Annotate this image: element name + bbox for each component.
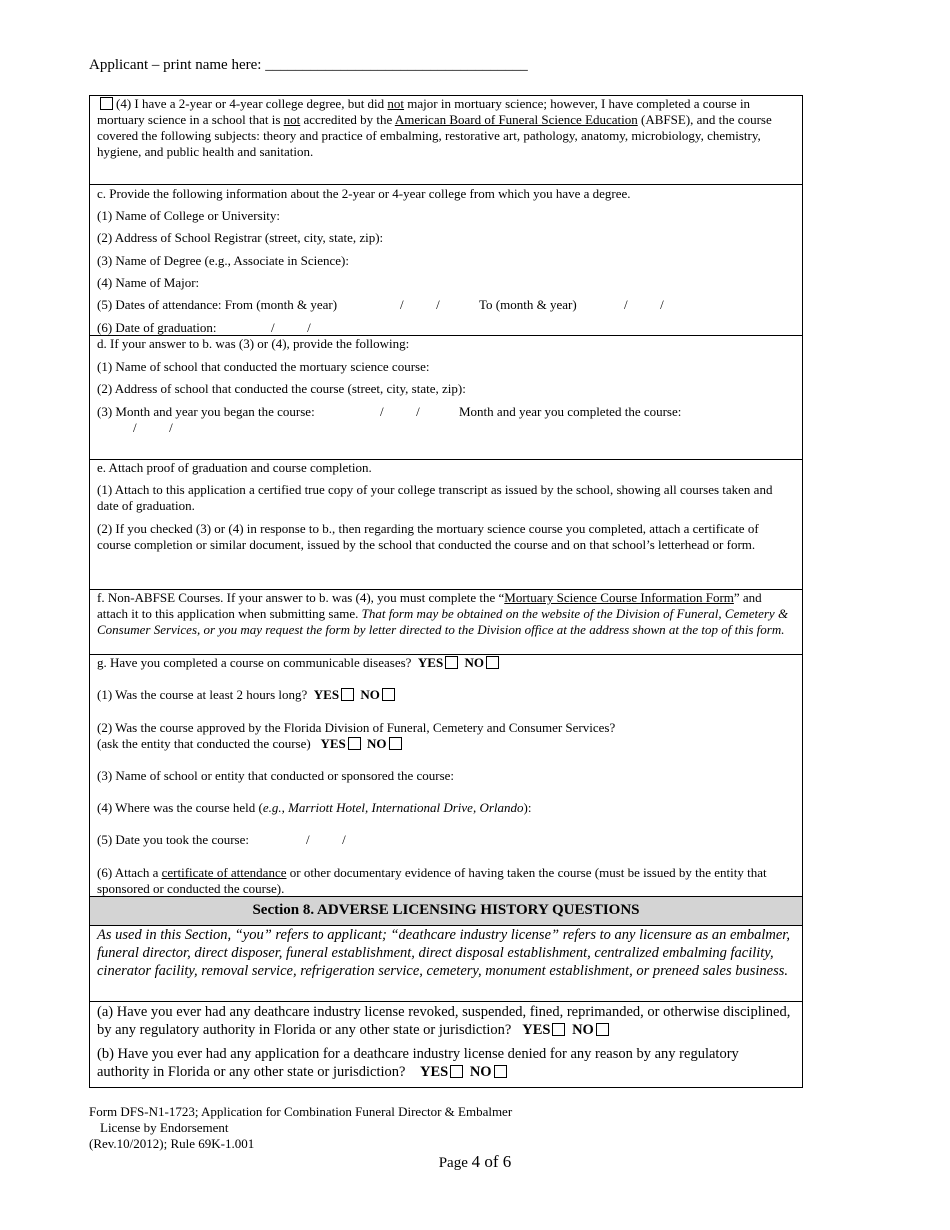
course-sponsor-label: (3) Name of school or entity that conducted or sponsored the course: xyxy=(97,768,455,783)
divider xyxy=(89,184,802,185)
mortuary-school-address-label: (2) Address of school that conducted the course (street, city, state, zip): xyxy=(97,381,466,396)
degree-name-label: (3) Name of Degree (e.g., Associate in Science): xyxy=(97,253,349,268)
page-number: Page 4 of 6 xyxy=(438,1152,512,1171)
mortuary-school-name-label: (1) Name of school that conducted the mortuary science course: xyxy=(97,359,430,374)
course-approved-question-line2: (ask the entity that conducted the course) YES NO xyxy=(97,736,405,752)
college-name-label: (1) Name of College or University: xyxy=(97,208,281,223)
attendance-to-label: To (month & year) xyxy=(479,297,577,312)
major-name-label: (4) Name of Major: xyxy=(97,275,200,290)
registrar-address-label: (2) Address of School Registrar (street, city, state, zip): xyxy=(97,230,384,245)
b-yes-checkbox[interactable] xyxy=(450,1065,463,1078)
a-yes-checkbox[interactable] xyxy=(552,1023,565,1036)
g1-yes-checkbox[interactable] xyxy=(341,688,354,701)
course-completed-slashes: / / xyxy=(133,420,173,435)
graduation-date-label: (6) Date of graduation: xyxy=(97,320,217,335)
course-began-label: (3) Month and year you began the course: xyxy=(97,404,315,419)
item4-checkbox[interactable] xyxy=(100,97,113,110)
course-location-label: (4) Where was the course held (e.g., Marriott Hotel, International Drive, Orlando): xyxy=(97,800,532,815)
course-began-slashes: / / xyxy=(380,404,420,419)
section-8-header: Section 8. ADVERSE LICENSING HISTORY QUESTIONS xyxy=(90,896,802,926)
form-number: Form DFS-N1-1723; Application for Combination Funeral Director & Embalmer xyxy=(89,1104,513,1119)
transcript-instruction: (1) Attach to this application a certified true copy of your college transcript as issued by the school, showing all courses taken and date of graduation. xyxy=(97,482,773,513)
section-c-heading: c. Provide the following information about the 2-year or 4-year college from which you have a degree. xyxy=(97,186,631,201)
form-revision: (Rev.10/2012); Rule 69K-1.001 xyxy=(89,1136,255,1151)
section-8-intro: As used in this Section, “you” refers to applicant; “deathcare industry license” refers to any licensure as an embalmer, funeral director, direct disposer, funeral establishment, direct disposal establishment, centralized embalming facility, cinerator facility, removal service, refrigeration service, cemetery, monument establishment, or preneed sales business. xyxy=(97,927,790,979)
attendance-to-slashes: / / xyxy=(624,297,664,312)
section-g-question: g. Have you completed a course on communicable diseases? YES NO xyxy=(97,655,502,671)
attendance-from-label: (5) Dates of attendance: From (month & year) xyxy=(97,297,338,312)
b-no-checkbox[interactable] xyxy=(494,1065,507,1078)
section-f-paragraph: f. Non-ABFSE Courses. If your answer to b. was (4), you must complete the “Mortuary Science Course Information Form” and attach it to this application when submitting same. That form may be obtained on the website of the Division of Funeral, Cemetery & Consumer Services, or you may request the form by letter directed to the Division office at the address shown at the top of this form. xyxy=(97,590,789,637)
applicant-name-label: Applicant – print name here: ___________________________________ xyxy=(89,57,528,73)
course-date-label: (5) Date you took the course: xyxy=(97,832,249,847)
g-yes-checkbox[interactable] xyxy=(445,656,458,669)
course-approved-question: (2) Was the course approved by the Florida Division of Funeral, Cemetery and Consumer Services? xyxy=(97,720,616,735)
attendance-from-slashes: / / xyxy=(400,297,440,312)
g2-no-checkbox[interactable] xyxy=(389,737,402,750)
course-info-form-link[interactable]: Mortuary Science Course Information Form xyxy=(504,590,734,605)
adverse-question-b: (b) Have you ever had any application for a deathcare industry license denied for any reason by any regulatory authority in Florida or any other state or jurisdiction? YES NO xyxy=(97,1046,739,1080)
abfse-link: American Board of Funeral Science Education xyxy=(394,112,638,127)
graduation-date-slashes: / / xyxy=(271,320,311,335)
section-d-heading: d. If your answer to b. was (3) or (4), provide the following: xyxy=(97,336,410,351)
course-date-slashes: / / xyxy=(306,832,346,847)
divider xyxy=(89,1001,802,1002)
attendance-certificate-instruction: (6) Attach a certificate of attendance or other documentary evidence of having taken the course (must be issued by the entity that sponsored or conducted the course). xyxy=(97,865,767,896)
g2-yes-checkbox[interactable] xyxy=(348,737,361,750)
course-completed-label: Month and year you completed the course: xyxy=(459,404,682,419)
form-subtitle: License by Endorsement xyxy=(100,1120,229,1135)
certificate-instruction: (2) If you checked (3) or (4) in response to b., then regarding the mortuary science course you completed, attach a certificate of course completion or similar document, issued by the school that conducted the course and on that school’s letterhead or form. xyxy=(97,521,759,552)
adverse-question-a: (a) Have you ever had any deathcare industry license revoked, suspended, fined, reprimanded, or otherwise disciplined, by any regulatory authority in Florida or any other state or jurisdiction? YES NO xyxy=(97,1004,791,1038)
a-no-checkbox[interactable] xyxy=(596,1023,609,1036)
section-e-heading: e. Attach proof of graduation and course completion. xyxy=(97,460,372,475)
g-no-checkbox[interactable] xyxy=(486,656,499,669)
g1-no-checkbox[interactable] xyxy=(382,688,395,701)
item4-paragraph: (4) I have a 2-year or 4-year college degree, but did not major in mortuary science; however, I have completed a course in mortuary science in a school that is not accredited by the American Board of Funeral Science Education (ABFSE), and the course covered the following subjects: theory and practice of embalming, restorative art, pathology, anatomy, microbiology, chemistry, hygiene, and public health and sanitation. xyxy=(97,96,772,159)
course-length-question: (1) Was the course at least 2 hours long? YES NO xyxy=(97,687,398,703)
